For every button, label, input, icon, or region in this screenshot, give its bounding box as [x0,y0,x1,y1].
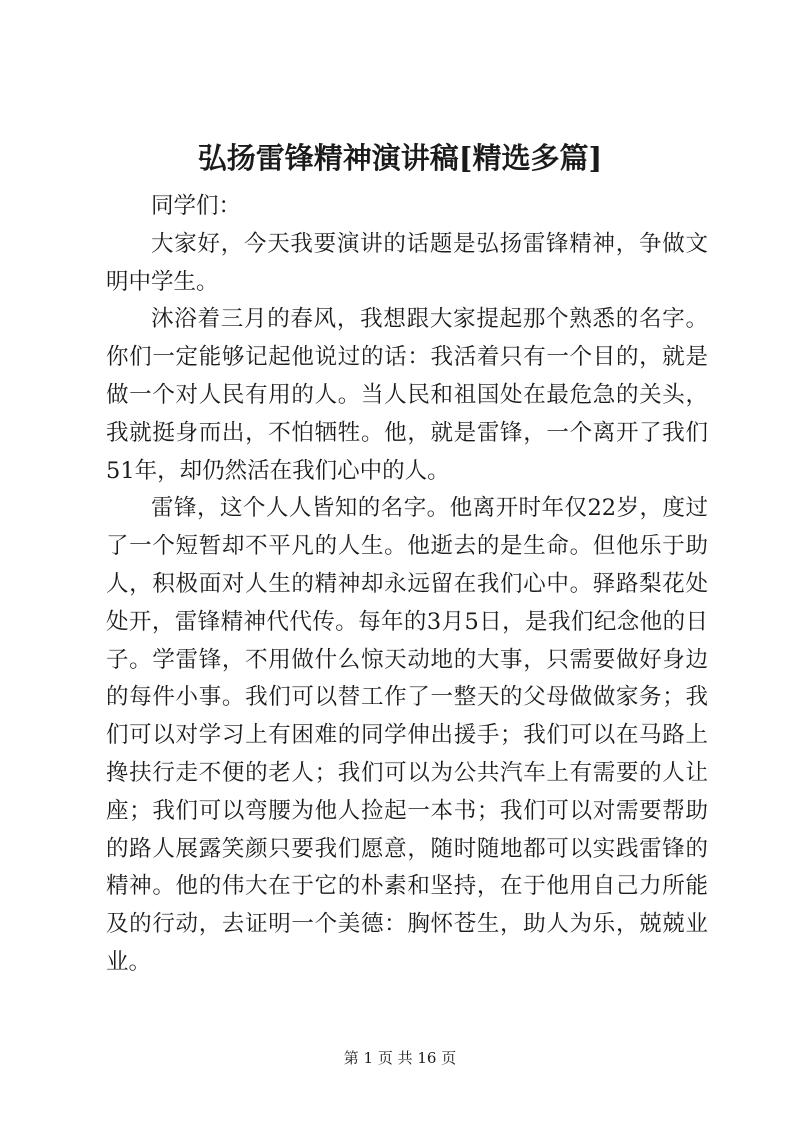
paragraph-lei-feng: 雷锋，这个人人皆知的名字。他离开时年仅22岁，度过了一个短暂却不平凡的人生。他逝去的是生命。但他乐于助人，积极面对人生的精神却永远留在我们心中。驿路梨花处处开，雷锋精神代代传。每年的3月5日，是我们纪念他的日子。学雷锋，不用做什么惊天动地的大事，只需要做好身边的每件小事。我们可以替工作了一整天的父母做做家务；我们可以对学习上有困难的同学伸出援手；我们可以在马路上搀扶行走不便的老人；我们可以为公共汽车上有需要的人让座；我们可以弯腰为他人捡起一本书；我们可以对需要帮助的路人展露笑颜只要我们愿意，随时随地都可以实践雷锋的精神。他的伟大在于它的朴素和坚持，在于他用自己力所能及的行动，去证明一个美德：胸怀苍生，助人为乐，兢兢业业。 [106,495,708,975]
paragraph-greeting: 大家好，今天我要演讲的话题是弘扬雷锋精神，争做文明中学生。 [106,230,708,295]
page-title: 弘扬雷锋精神演讲稿[精选多篇] [197,141,603,175]
page-footer: 第 1 页 共 16 页 [343,1049,457,1067]
document-body [106,188,708,982]
paragraph-salutation: 同学们： [151,193,242,219]
paragraph-spring-breeze: 沐浴着三月的春风，我想跟大家提起那个熟悉的名字。你们一定能够记起他说过的话：我活着只有一个目的，就是做一个对人民有用的人。当人民和祖国处在最危急的关头，我就挺身而出，不怕牺牲。他，就是雷锋，一个离开了我们51年，却仍然活在我们心中的人。 [106,306,708,484]
